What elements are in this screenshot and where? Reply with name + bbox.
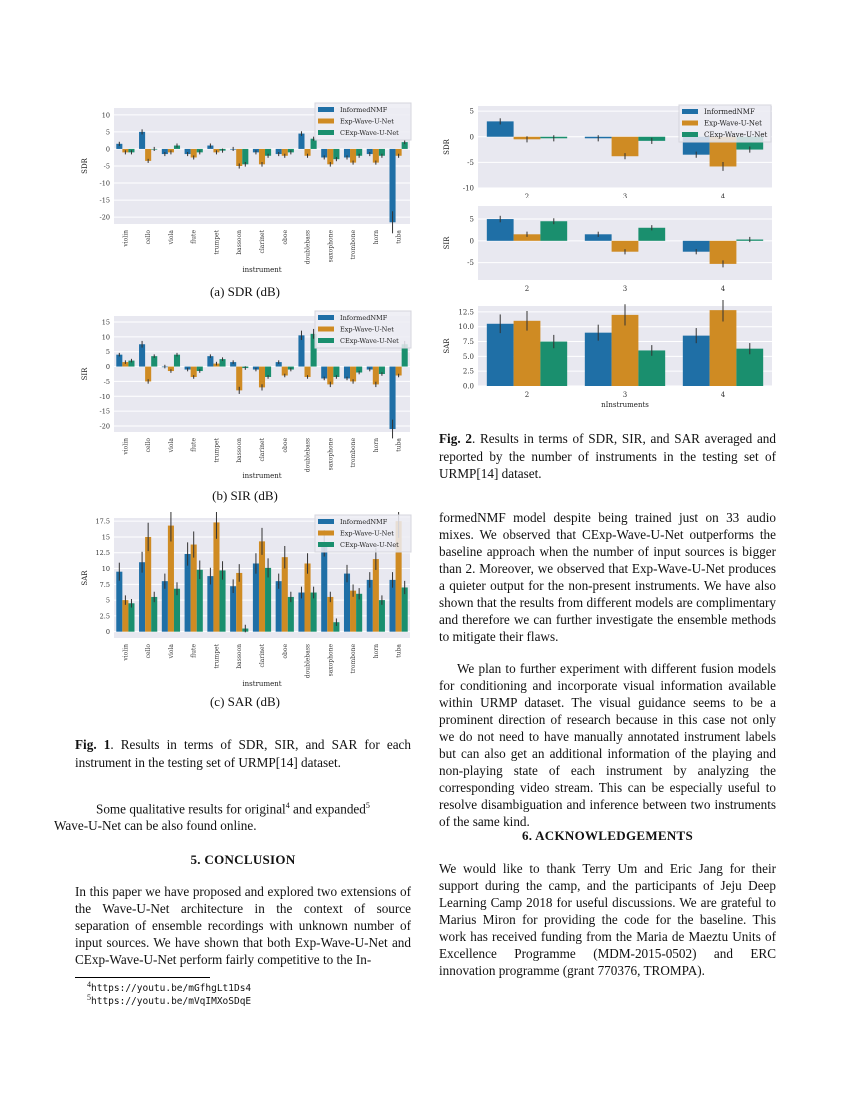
fig2-caption-label: Fig. 2 (439, 431, 472, 446)
bar-exp-wave-u-net-trumpet (213, 522, 219, 631)
x-axis-label: instrument (242, 680, 282, 688)
y-axis-label: SAR (443, 338, 451, 354)
fig2-sar-chart (440, 300, 780, 417)
x-tick-label: 4 (720, 285, 726, 292)
x-tick-label: tuba (395, 644, 403, 658)
x-tick-label: clarinet (259, 438, 266, 462)
fig1-caption-label: Fig. 1 (75, 737, 111, 752)
x-tick-label: horn (372, 230, 380, 245)
y-axis-label: SIR (443, 236, 451, 250)
fig1-sir-chart (78, 308, 418, 491)
bar-cexp-wave-u-net-3 (638, 350, 665, 386)
footnote-rule (75, 977, 210, 978)
x-tick-label: saxophone (327, 438, 335, 471)
legend-swatch (318, 130, 334, 135)
x-tick-label: 2 (524, 193, 530, 198)
x-tick-label: 4 (720, 391, 726, 399)
fig2-caption (439, 430, 776, 483)
x-tick-label: viola (167, 230, 175, 245)
footnote-ref-4[interactable]: 4 (285, 801, 290, 810)
bar-cexp-wave-u-net-trombone (356, 594, 362, 632)
legend-swatch (682, 132, 698, 137)
x-tick-label: 2 (524, 391, 530, 399)
legend-swatch (318, 519, 334, 524)
legend-entry: Exp-Wave-U-Net (340, 529, 394, 538)
x-tick-label: bassoon (236, 644, 244, 669)
fig1c-caption: (c) SAR (dB) (209, 694, 281, 709)
legend-swatch (318, 315, 334, 320)
x-tick-label: violin (122, 644, 130, 661)
fig1-caption (75, 736, 411, 771)
x-tick-label: saxophone (327, 230, 335, 263)
x-tick-label: 3 (622, 193, 628, 198)
footnote-4-mark: 4 (87, 980, 91, 989)
x-tick-label: oboe (281, 644, 289, 659)
fig2-caption-text: . Results in terms of SDR, SIR, and SAR averaged and reported by the number of instruments in the testing set of URMP[14] dataset. (439, 431, 776, 481)
x-tick-label: horn (372, 644, 380, 659)
y-tick-label: -5 (467, 158, 474, 167)
x-tick-label: doublebass (304, 644, 312, 679)
x-tick-label: 3 (622, 285, 628, 292)
legend-entry: InformedNMF (704, 108, 755, 116)
y-tick-label: 0 (469, 133, 474, 142)
conclusion-heading: 5. CONCLUSION (190, 852, 296, 867)
y-tick-label: -5 (467, 259, 474, 268)
discussion-paragraph-1: formedNMF model despite being trained just on 33 audio mixes. We observed that CExp-Wave-U-Net outperforms the baseline approach when the number of input sources is bigger than 2. Moreover, we observed that Exp-Wave-U-Net produces a quieter output for the non-present instruments. We have also shown that the results from different models are complimentary and therefore we can further investigate the ensemble methods to mitigate their flaws. (439, 510, 776, 644)
fig1-caption-text: . Results in terms of SDR, SIR, and SAR for each instrument in the testing set of URMP[14] dataset. (75, 737, 411, 770)
x-tick-label: viola (167, 438, 175, 453)
x-tick-label: clarinet (259, 644, 266, 668)
y-tick-label: -5 (103, 162, 110, 171)
qual-text-a: Some qualitative results for original (96, 801, 286, 817)
legend-entry: InformedNMF (340, 106, 388, 114)
legend-entry: InformedNMF (340, 518, 388, 526)
x-tick-label: oboe (281, 438, 289, 453)
footnote-4-url[interactable]: https://youtu.be/mGfhgLt1Ds4 (91, 983, 252, 995)
y-tick-label: 15 (101, 533, 110, 542)
legend-entry: InformedNMF (340, 314, 388, 322)
x-tick-label: trombone (350, 644, 358, 674)
x-tick-label: viola (167, 644, 175, 659)
bar-exp-wave-u-net-bassoon (236, 573, 242, 632)
y-tick-label: 10 (101, 111, 110, 120)
bar-exp-wave-u-net-4 (710, 310, 737, 386)
y-tick-label: -10 (99, 179, 110, 188)
legend-swatch (318, 107, 334, 112)
x-tick-label: violin (122, 438, 130, 455)
bar-exp-wave-u-net-bassoon (236, 367, 242, 391)
y-tick-label: -5 (103, 377, 110, 386)
y-tick-label: 5 (105, 128, 110, 137)
y-axis-label: SIR (81, 367, 89, 381)
x-tick-label: bassoon (236, 230, 244, 255)
x-tick-label: bassoon (236, 438, 244, 463)
bar-informednmf-flute (185, 554, 191, 632)
fig2-sir-chart (440, 200, 780, 297)
y-tick-label: -10 (99, 392, 110, 401)
legend-entry: Exp-Wave-U-Net (340, 325, 394, 334)
x-tick-label: doublebass (304, 230, 312, 265)
bar-cexp-wave-u-net-violin (128, 603, 134, 631)
y-tick-label: 7.5 (462, 338, 474, 347)
y-axis-label: SAR (81, 570, 89, 586)
x-tick-label: cello (145, 438, 153, 453)
fig1a-caption: (a) SDR (dB) (209, 284, 281, 299)
x-tick-label: flute (190, 438, 198, 452)
x-tick-label: oboe (281, 230, 289, 245)
bar-informednmf-tuba (390, 367, 396, 429)
footnote-ref-5[interactable]: 5 (365, 801, 370, 810)
qual-text-b: and expanded (289, 801, 366, 817)
x-tick-label: clarinet (259, 230, 266, 254)
legend-swatch (318, 119, 334, 124)
y-tick-label: 17.5 (95, 517, 110, 526)
x-tick-label: doublebass (304, 438, 312, 473)
legend-entry: CExp-Wave-U-Net (704, 131, 768, 139)
y-tick-label: 0 (469, 237, 474, 246)
legend-entry: Exp-Wave-U-Net (340, 117, 394, 126)
x-tick-label: flute (190, 644, 198, 658)
x-tick-label: trumpet (213, 438, 221, 463)
x-tick-label: horn (372, 438, 380, 453)
y-tick-label: 5 (105, 348, 110, 357)
y-tick-label: 0 (105, 145, 110, 154)
bar-exp-wave-u-net-cello (145, 537, 151, 632)
bar-exp-wave-u-net-trombone (350, 149, 356, 163)
y-axis-label: SDR (81, 158, 89, 174)
x-tick-label: 3 (622, 391, 628, 399)
discussion-paragraph-2: We plan to further experiment with different fusion models for conditioning and incorporate visual information available within URMP dataset. The visual guidance seems to be a prominent direction of research because in this case not only we do not need to have manually annotated instrument labels but can also get an additional information of the playing and non-playing state of each instrument by analyzing the corresponding video stream. This can be especially useful to resolve disambiguation and inference between two instruments of the same kind. (439, 661, 776, 829)
x-tick-label: 4 (720, 193, 726, 198)
y-tick-label: 2.5 (462, 367, 474, 376)
bar-exp-wave-u-net-oboe (282, 557, 288, 632)
y-tick-label: 10 (101, 565, 110, 574)
y-tick-label: 2.5 (99, 612, 110, 621)
y-tick-label: 0.0 (462, 382, 474, 391)
legend-entry: Exp-Wave-U-Net (704, 119, 762, 128)
bar-cexp-wave-u-net-tuba (402, 587, 408, 631)
legend-swatch (318, 531, 334, 536)
qualitative-results-text (54, 797, 411, 834)
x-tick-label: flute (190, 230, 198, 244)
fig1-sdr-chart (78, 100, 418, 285)
x-tick-label: tuba (395, 230, 403, 244)
legend-entry: CExp-Wave-U-Net (340, 337, 399, 345)
y-tick-label: -20 (99, 213, 110, 222)
y-tick-label: 5 (469, 107, 474, 116)
x-tick-label: trombone (350, 438, 358, 468)
x-tick-label: cello (145, 230, 153, 245)
qual-text-c: Wave-U-Net can be also found online. (54, 818, 257, 834)
y-tick-label: 5.0 (462, 352, 474, 361)
x-tick-label: trumpet (213, 644, 221, 669)
y-tick-label: 0 (105, 363, 110, 372)
y-axis-label: SDR (443, 139, 451, 155)
y-tick-label: 15 (101, 318, 110, 327)
fig1b-caption: (b) SIR (dB) (212, 488, 278, 503)
y-tick-label: 10.0 (458, 323, 474, 332)
y-tick-label: 0 (105, 628, 110, 637)
legend-swatch (682, 109, 698, 114)
x-axis-label: nInstruments (601, 401, 649, 409)
legend-swatch (318, 338, 334, 343)
x-tick-label: cello (145, 644, 153, 659)
acknowledgements-text: We would like to thank Terry Um and Eric Jang for their support during the camp, and the participants of Jeju Deep Learning Camp 2018 for useful discussions. We are grateful to Marius Miron for providing the code for the baseline. This work has received funding from the Maria de Maeztu Units of Excellence Programme (MDM-2015-0502) and ERC innovation programme (grant 770376, TROMPA). (439, 861, 776, 978)
y-tick-label: 5 (105, 596, 110, 605)
footnote-5-mark: 5 (87, 993, 91, 1002)
bar-cexp-wave-u-net-viola (174, 589, 180, 632)
bar-exp-wave-u-net-horn (373, 149, 379, 163)
y-tick-label: -20 (99, 422, 110, 431)
y-tick-label: 12.5 (458, 308, 474, 317)
y-tick-label: -15 (99, 196, 110, 205)
legend-entry: CExp-Wave-U-Net (340, 541, 399, 549)
footnote-5-url[interactable]: https://youtu.be/mVqIMXoSDqE (91, 996, 252, 1008)
x-tick-label: trumpet (213, 230, 221, 255)
x-tick-label: 2 (524, 285, 530, 292)
legend-swatch (318, 542, 334, 547)
acknowledgements-heading: 6. ACKNOWLEDGEMENTS (521, 828, 694, 843)
x-axis-label: instrument (242, 266, 282, 274)
x-tick-label: saxophone (327, 644, 335, 677)
y-tick-label: -10 (462, 184, 474, 193)
y-tick-label: 5 (469, 215, 474, 224)
fig1-sar-chart (78, 512, 418, 697)
bar-informednmf-2 (487, 324, 514, 386)
legend-swatch (682, 121, 698, 126)
bar-exp-wave-u-net-trombone (350, 591, 356, 632)
x-axis-label: instrument (242, 472, 282, 480)
x-tick-label: tuba (395, 438, 403, 452)
y-tick-label: -15 (99, 407, 110, 416)
y-tick-label: 7.5 (99, 580, 110, 589)
bar-informednmf-cello (139, 344, 145, 366)
bar-informednmf-trumpet (207, 576, 213, 632)
bar-informednmf-2 (487, 219, 514, 241)
conclusion-text: In this paper we have proposed and explored two extensions of the Wave-U-Net architecture in the context of source separation of ensemble recordings with unknown number of input sources. We have shown that both Exp-Wave-U-Net and CExp-Wave-U-Net perform fairly competitive to the In- (75, 884, 411, 967)
bar-informednmf-cello (139, 562, 145, 631)
legend-entry: CExp-Wave-U-Net (340, 129, 399, 137)
x-tick-label: violin (122, 230, 130, 247)
y-tick-label: 12.5 (95, 549, 110, 558)
fig2-sdr-chart (440, 100, 780, 203)
footnote-5[interactable] (87, 993, 251, 1007)
x-tick-label: trombone (350, 230, 358, 260)
bar-informednmf-saxophone (321, 543, 327, 631)
legend-swatch (318, 327, 334, 332)
y-tick-label: 10 (101, 333, 110, 342)
